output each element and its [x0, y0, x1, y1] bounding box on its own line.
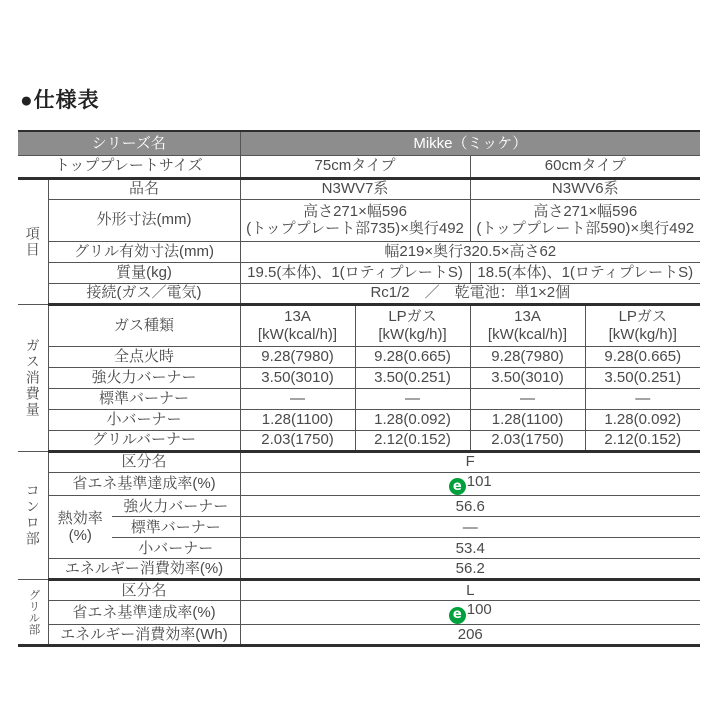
group-grill: グリル部 — [18, 580, 48, 646]
gas-value-cell: 9.28(7980) — [470, 346, 585, 367]
energy-saving-e-icon: e — [449, 607, 466, 624]
connection-row — [18, 283, 700, 304]
model-label: 品名 — [48, 178, 240, 199]
gas-value-cell: 2.12(0.152) — [585, 430, 700, 451]
gas-value-cell: 3.50(3010) — [240, 367, 355, 388]
weight-label: 質量(kg) — [48, 262, 240, 283]
gas-row-small-burner — [18, 409, 700, 430]
dims-60: 高さ271×幅596 (トッププレート部590)×奥行492 — [470, 199, 700, 241]
konro-kubun-value: F — [240, 451, 700, 472]
gas-col-header: LPガス [kW(kg/h)] — [585, 304, 700, 346]
grill-energy-row — [18, 625, 700, 646]
gas-col-header: 13A [kW(kcal/h)] — [240, 304, 355, 346]
gas-row-label: 全点火時 — [48, 346, 240, 367]
grill-dims-value: 幅219×奥行320.5×高さ62 — [240, 241, 700, 262]
gas-value-cell: 2.03(1750) — [240, 430, 355, 451]
konro-netsu-label: 熱効率 (%) — [48, 496, 112, 559]
grill-dims-row — [18, 241, 700, 262]
konro-shoene-value: e 101 — [240, 472, 700, 496]
gas-value-cell: 1.28(0.092) — [585, 409, 700, 430]
gas-type-row — [18, 304, 700, 346]
gas-row-grill-burner — [18, 430, 700, 451]
topplate-60: 60cmタイプ — [470, 155, 700, 178]
page-title: ●仕様表 — [20, 89, 100, 112]
dims-label: 外形寸法(mm) — [48, 199, 240, 241]
gas-row-label: 小バーナー — [48, 409, 240, 430]
grill-dims-label: グリル有効寸法(mm) — [48, 241, 240, 262]
grill-kubun-row — [18, 580, 700, 601]
weight-75: 19.5(本体)、1(ロティプレートS) — [240, 262, 470, 283]
gas-value-cell: 1.28(0.092) — [355, 409, 470, 430]
netsu-sub-value: 53.4 — [240, 538, 700, 559]
topplate-label: トッププレートサイズ — [18, 155, 240, 178]
weight-60: 18.5(本体)、1(ロティプレートS) — [470, 262, 700, 283]
grill-energy-value: 206 — [240, 625, 700, 646]
gas-type-label: ガス種類 — [48, 304, 240, 346]
konro-shoene-row — [18, 472, 700, 496]
netsu-sub-value: — — [240, 517, 700, 538]
gas-value-cell: 9.28(0.665) — [355, 346, 470, 367]
netsu-sub-label: 強火力バーナー — [112, 496, 240, 517]
grill-kubun-label: 区分名 — [48, 580, 240, 601]
gas-value-cell: 9.28(7980) — [240, 346, 355, 367]
gas-value-cell: — — [240, 388, 355, 409]
gas-row-all-burners — [18, 346, 700, 367]
konro-shoene-label: 省エネ基準達成率(%) — [48, 472, 240, 496]
konro-netsu-row-3 — [18, 538, 700, 559]
model-75: N3WV7系 — [240, 178, 470, 199]
grill-shoene-row — [18, 601, 700, 625]
gas-col-header: LPガス [kW(kg/h)] — [355, 304, 470, 346]
gas-value-cell: 3.50(3010) — [470, 367, 585, 388]
netsu-sub-label: 標準バーナー — [112, 517, 240, 538]
gas-value-cell: — — [585, 388, 700, 409]
connection-value: Rc1/2 ／ 乾電池：単1×2個 — [240, 283, 700, 304]
gas-value-cell: 1.28(1100) — [470, 409, 585, 430]
konro-kubun-row — [18, 451, 700, 472]
netsu-sub-value: 56.6 — [240, 496, 700, 517]
topplate-75: 75cmタイプ — [240, 155, 470, 178]
konro-netsu-row-2 — [18, 517, 700, 538]
model-60: N3WV6系 — [470, 178, 700, 199]
gas-row-high-burner — [18, 367, 700, 388]
dims-75: 高さ271×幅596 (トッププレート部735)×奥行492 — [240, 199, 470, 241]
group-spec: 項目 — [18, 178, 48, 304]
grill-energy-label: エネルギー消費効率(Wh) — [48, 625, 240, 646]
gas-row-standard-burner — [18, 388, 700, 409]
gas-value-cell: 3.50(0.251) — [585, 367, 700, 388]
grill-kubun-value: L — [240, 580, 700, 601]
gas-value-cell: — — [470, 388, 585, 409]
series-value: Mikke（ミッケ） — [240, 131, 700, 155]
group-konro: コンロ部 — [18, 451, 48, 580]
gas-row-label: 強火力バーナー — [48, 367, 240, 388]
gas-value-cell: 2.12(0.152) — [355, 430, 470, 451]
dims-row — [18, 199, 700, 241]
konro-kubun-label: 区分名 — [48, 451, 240, 472]
gas-value-cell: 3.50(0.251) — [355, 367, 470, 388]
spec-table — [18, 130, 700, 647]
weight-row — [18, 262, 700, 283]
konro-energy-value: 56.2 — [240, 559, 700, 580]
connection-label: 接続(ガス／電気) — [48, 283, 240, 304]
gas-value-cell: 1.28(1100) — [240, 409, 355, 430]
energy-saving-e-icon: e — [449, 478, 466, 495]
gas-col-header: 13A [kW(kcal/h)] — [470, 304, 585, 346]
gas-value-cell: 2.03(1750) — [470, 430, 585, 451]
gas-value-cell: — — [355, 388, 470, 409]
gas-value-cell: 9.28(0.665) — [585, 346, 700, 367]
gas-row-label: グリルバーナー — [48, 430, 240, 451]
netsu-sub-label: 小バーナー — [112, 538, 240, 559]
konro-energy-label: エネルギー消費効率(%) — [48, 559, 240, 580]
model-row — [18, 178, 700, 199]
konro-netsu-row-1 — [18, 496, 700, 517]
grill-shoene-label: 省エネ基準達成率(%) — [48, 601, 240, 625]
series-row — [18, 131, 700, 155]
series-label: シリーズ名 — [18, 131, 240, 155]
topplate-row — [18, 155, 700, 178]
grill-shoene-value: e 100 — [240, 601, 700, 625]
konro-energy-row — [18, 559, 700, 580]
group-gas: ガス消費量 — [18, 304, 48, 451]
gas-row-label: 標準バーナー — [48, 388, 240, 409]
